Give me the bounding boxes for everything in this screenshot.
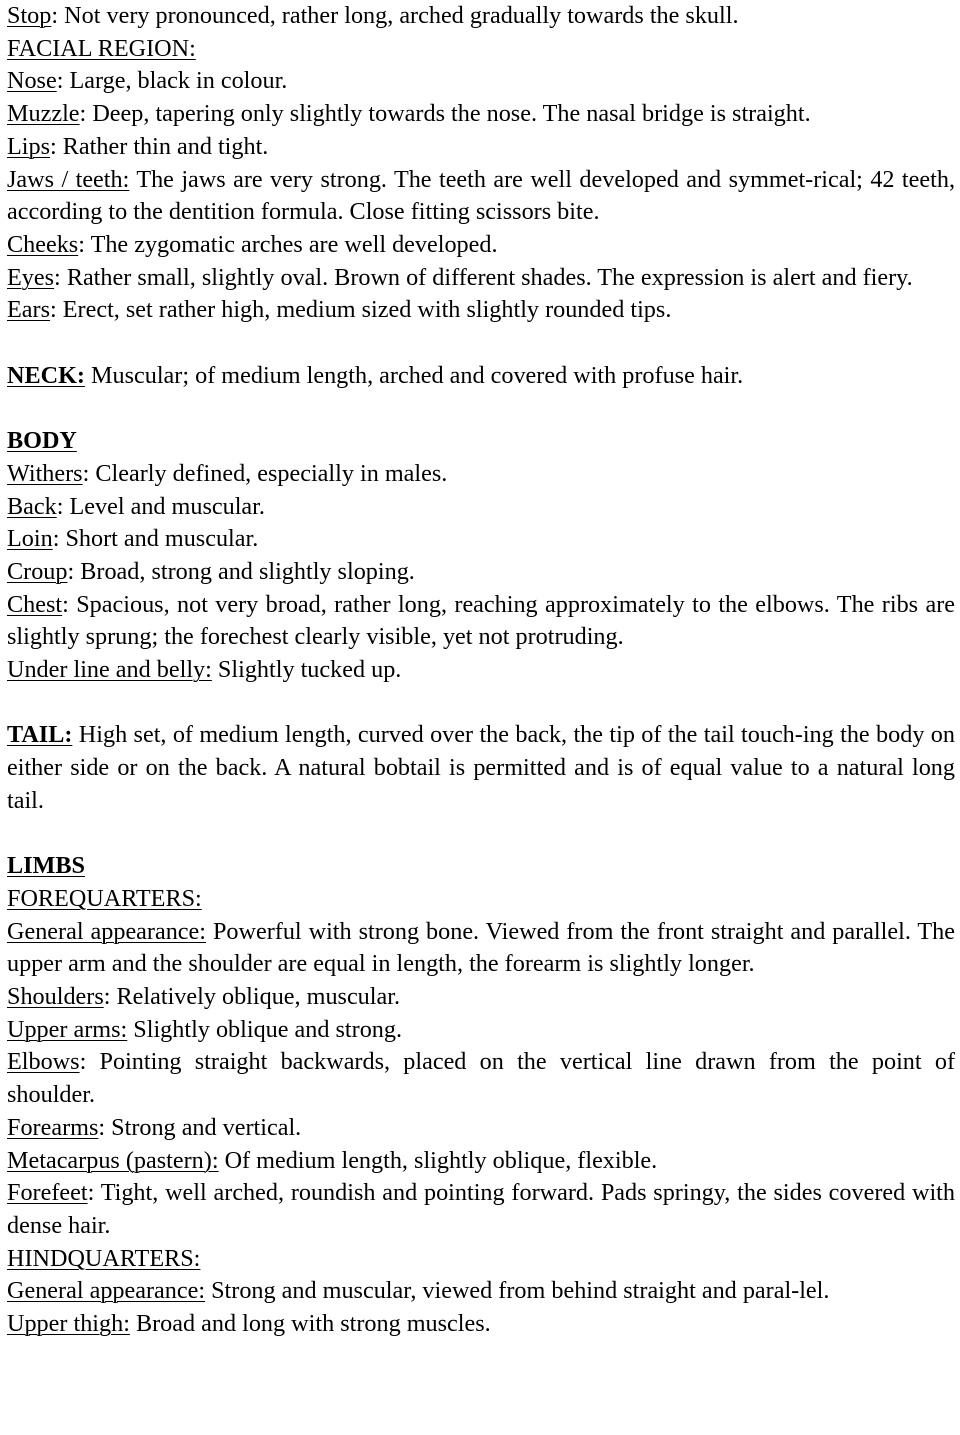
lips-text: Rather thin and tight. — [56, 132, 269, 160]
metacarpus-text: Of medium length, slightly oblique, flexible. — [218, 1146, 658, 1174]
shoulders-paragraph — [7, 981, 955, 1014]
stop-text: Not very pronounced, rather long, arched gradually towards the skull. — [58, 2, 739, 29]
spacer — [7, 818, 955, 851]
neck-term: NECK: — [7, 361, 85, 389]
metacarpus-paragraph — [7, 1145, 955, 1178]
forearms-text: Strong and vertical. — [105, 1113, 302, 1141]
shoulders-term: Shoulders — [7, 983, 104, 1011]
fore-general-term: General appearance: — [7, 917, 206, 945]
underline-term: Under line and belly: — [7, 656, 212, 684]
withers-text: Clearly defined, especially in males. — [89, 459, 448, 487]
hindquarters-heading — [7, 1243, 955, 1276]
eyes-paragraph — [7, 262, 955, 295]
muzzle-term: Muzzle — [7, 100, 80, 128]
underline-text: Slightly tucked up. — [211, 656, 402, 684]
jaws-paragraph — [7, 164, 955, 229]
spacer — [7, 687, 955, 720]
forefeet-text: Tight, well arched, roundish and pointing forward. Pads springy, the sides covered with dense hair. — [7, 1179, 955, 1239]
elbows-sep: : — [79, 1048, 87, 1076]
hind-general-paragraph — [7, 1275, 955, 1308]
loin-paragraph — [7, 523, 955, 556]
back-sep: : — [56, 492, 64, 520]
croup-term: Croup — [7, 557, 68, 585]
nose-sep: : — [56, 67, 64, 95]
muzzle-text: Deep, tapering only slightly towards the nose. The nasal bridge is straight. — [86, 100, 811, 128]
tail-term: TAIL: — [7, 721, 73, 749]
body-heading-text: BODY — [7, 427, 77, 455]
forequarters-heading — [7, 883, 955, 916]
jaws-text: The jaws are very strong. The teeth are well developed and symmet-rical; 42 teeth, according to the dentition formula. Close fitting scissors bite. — [7, 165, 955, 226]
ears-text: Erect, set rather high, medium sized with slightly rounded tips. — [56, 296, 672, 324]
facial-region-heading — [7, 33, 955, 66]
forearms-paragraph — [7, 1112, 955, 1145]
upper-thigh-text: Broad and long with strong muscles. — [129, 1310, 491, 1338]
underline-paragraph — [7, 654, 955, 687]
withers-paragraph — [7, 458, 955, 491]
cheeks-sep: : — [78, 230, 85, 258]
ears-paragraph — [7, 294, 955, 327]
loin-sep: : — [52, 525, 60, 553]
eyes-term: Eyes — [7, 263, 55, 291]
elbows-text: Pointing straight backwards, placed on the vertical line drawn from the point of shoulder. — [7, 1048, 955, 1109]
nose-text: Large, black in colour. — [63, 67, 288, 95]
lips-paragraph — [7, 131, 955, 164]
shoulders-sep: : — [103, 983, 111, 1011]
hindquarters-heading-text: HINDQUARTERS: — [7, 1244, 201, 1272]
document-page — [7, 0, 955, 1341]
spacer — [7, 327, 955, 360]
cheeks-text: The zygomatic arches are well developed. — [84, 230, 498, 258]
hind-general-text: Strong and muscular, viewed from behind straight and paral-lel. — [205, 1277, 830, 1305]
cheeks-term: Cheeks — [7, 230, 79, 258]
chest-text: Spacious, not very broad, rather long, reaching approximately to the elbows. The ribs are slightly sprung; the forechest clearly visible, yet not protruding. — [7, 590, 955, 651]
body-heading — [7, 425, 955, 458]
muzzle-sep: : — [79, 100, 87, 128]
nose-term: Nose — [7, 67, 57, 95]
chest-paragraph — [7, 589, 955, 654]
lips-term: Lips — [7, 132, 51, 160]
withers-sep: : — [82, 459, 90, 487]
forequarters-heading-text: FOREQUARTERS: — [7, 884, 202, 912]
eyes-text: Rather small, slightly oval. Brown of different shades. The expression is alert and fiery. — [60, 263, 913, 291]
limbs-heading — [7, 850, 955, 883]
eyes-sep: : — [54, 263, 61, 291]
jaws-term: Jaws / teeth: — [7, 165, 130, 193]
upper-arms-text: Slightly oblique and strong. — [127, 1015, 403, 1043]
elbows-paragraph — [7, 1046, 955, 1111]
forearms-term: Forearms — [7, 1113, 99, 1141]
shoulders-text: Relatively oblique, muscular. — [110, 983, 401, 1011]
spacer — [7, 392, 955, 425]
loin-text: Short and muscular. — [59, 525, 259, 553]
upper-arms-term: Upper arms: — [7, 1015, 128, 1043]
back-text: Level and muscular. — [63, 492, 265, 520]
nose-paragraph — [7, 65, 955, 98]
croup-paragraph — [7, 556, 955, 589]
upper-thigh-paragraph — [7, 1308, 955, 1341]
withers-term: Withers — [7, 459, 83, 487]
elbows-term: Elbows — [7, 1048, 80, 1076]
fore-general-paragraph — [7, 916, 955, 981]
back-paragraph — [7, 491, 955, 524]
fore-general-text: Powerful with strong bone. Viewed from the front straight and parallel. The upper arm and the shoulder are equal in length, the forearm is slightly longer. — [7, 917, 956, 978]
loin-term: Loin — [7, 525, 53, 553]
croup-sep: : — [67, 557, 75, 585]
forefeet-sep: : — [87, 1179, 95, 1207]
chest-sep: : — [62, 590, 69, 618]
upper-arms-paragraph — [7, 1014, 955, 1047]
facial-region-heading-text: FACIAL REGION: — [7, 34, 196, 62]
stop-paragraph — [7, 0, 955, 33]
lips-sep: : — [50, 132, 57, 160]
forefeet-paragraph — [7, 1177, 955, 1242]
ears-term: Ears — [7, 296, 50, 324]
neck-text: Muscular; of medium length, arched and covered with profuse hair. — [84, 361, 744, 389]
stop-sep: : — [51, 2, 59, 29]
stop-term: Stop — [7, 2, 52, 29]
chest-term: Chest — [7, 590, 63, 618]
hind-general-term: General appearance: — [7, 1277, 206, 1305]
tail-paragraph — [7, 719, 955, 817]
limbs-heading-text: LIMBS — [7, 852, 85, 880]
croup-text: Broad, strong and slightly sloping. — [74, 557, 415, 585]
back-term: Back — [7, 492, 57, 520]
metacarpus-term: Metacarpus (pastern): — [7, 1146, 219, 1174]
muzzle-paragraph — [7, 98, 955, 131]
ears-sep: : — [49, 296, 57, 324]
forefeet-term: Forefeet — [7, 1179, 88, 1207]
forearms-sep: : — [98, 1113, 106, 1141]
upper-thigh-term: Upper thigh: — [7, 1310, 130, 1338]
tail-text: High set, of medium length, curved over the back, the tip of the tail touch-ing the body on either side or on the back. A natural bobtail is permitted and is of equal value to a natural long tail. — [7, 721, 955, 814]
neck-paragraph — [7, 360, 955, 393]
cheeks-paragraph — [7, 229, 955, 262]
